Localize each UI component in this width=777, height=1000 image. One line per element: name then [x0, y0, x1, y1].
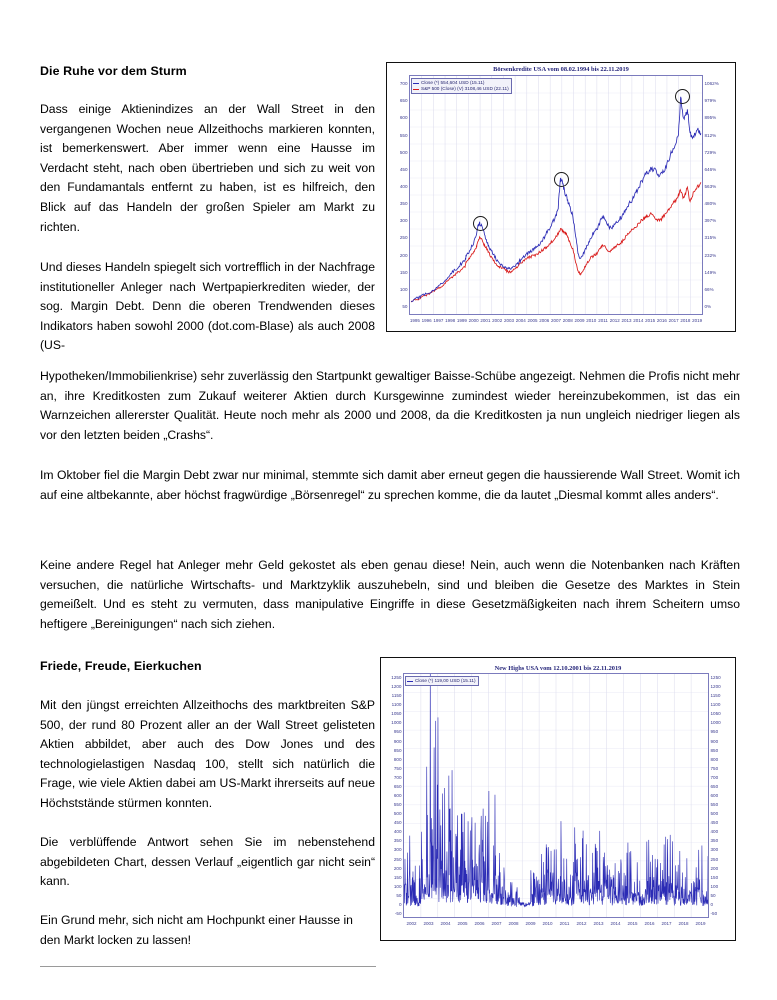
margin-debt-x-tick: 2000 — [468, 318, 479, 323]
new-highs-y-right-tick: 1150 — [710, 693, 721, 699]
new-highs-y-right-tick: 450 — [710, 820, 719, 826]
legend-swatch-blue-icon — [407, 681, 413, 682]
new-highs-y-left-tick: 1000 — [391, 720, 402, 726]
margin-debt-y-right-tick: 149% — [704, 269, 717, 275]
section-heading-1: Die Ruhe vor dem Sturm — [40, 64, 187, 78]
margin-debt-y-left-tick: 200 — [399, 252, 408, 258]
margin-debt-x-tick: 2007 — [550, 318, 562, 323]
new-highs-y-right-tick: 300 — [710, 847, 719, 853]
margin-debt-x-tick: 2012 — [609, 318, 620, 323]
peak-annotation-circle — [554, 172, 569, 187]
margin-debt-y-right-tick: 979% — [704, 98, 717, 104]
new-highs-y-left-tick: 650 — [393, 783, 402, 789]
legend-label-new-highs: Close (*) 119,00 USD (15.11) — [415, 678, 476, 683]
legend-label-margin-debt: Close (*) 554,604 USD (15.11) — [421, 80, 485, 85]
margin-debt-y-left-tick: 300 — [399, 218, 408, 224]
new-highs-y-right-tick: 350 — [710, 838, 719, 844]
new-highs-y-left-tick: 400 — [393, 829, 402, 835]
new-highs-y-left-tick: 850 — [393, 747, 402, 753]
peak-annotation-circle — [675, 89, 690, 104]
margin-debt-x-tick: 1998 — [445, 318, 456, 323]
margin-debt-x-tick: 2005 — [527, 318, 538, 323]
legend-label-sp500: S&P 500 (Close) (V) 3108,46 USD (22.11) — [421, 86, 509, 91]
new-highs-chart-title: New Highs USA vom 12.10.2001 bis 22.11.2019 — [494, 665, 622, 672]
new-highs-y-right-tick: 50 — [710, 892, 716, 898]
margin-debt-plot-area — [409, 75, 703, 315]
paragraph-1-5: Keine andere Regel hat Anleger mehr Geld gekostet als eben genau diese! Nein, auch wenn die Notenbanken nach Kräften versuchen, die natürliche Wirtschafts- und Marktzyklik auszuhebeln, sind und bleiben die Gesetze des Marktes in Stein gemeißelt. Und es steht zu vermuten, dass manipulative Eingriffe in diese Gesetzmäßigkeiten nach ihrem Scheitern umso heftigere „Bereinigungen“ nach sich ziehen. — [40, 558, 740, 631]
new-highs-y-right-tick: 900 — [710, 738, 719, 744]
new-highs-y-left-tick: 1250 — [391, 675, 402, 681]
margin-debt-y-left-tick: 600 — [399, 115, 408, 121]
legend-item-sp500 — [413, 86, 509, 92]
new-highs-y-right-tick: 850 — [710, 747, 719, 753]
margin-debt-x-tick: 2001 — [480, 318, 491, 323]
legend-item-new-highs — [407, 678, 476, 684]
new-highs-y-right-tick: 1100 — [710, 702, 721, 708]
margin-debt-x-tick: 2009 — [574, 318, 585, 323]
new-highs-y-right-tick: 800 — [710, 756, 719, 762]
margin-debt-y-right-tick: 812% — [704, 132, 717, 138]
new-highs-y-left-tick: 100 — [393, 883, 402, 889]
margin-debt-y-left-tick: 50 — [402, 303, 408, 309]
margin-debt-x-tick: 1999 — [456, 318, 467, 323]
margin-debt-y-left-tick: 100 — [399, 286, 408, 292]
margin-debt-y-right-tick: 563% — [704, 183, 717, 189]
new-highs-x-tick: 2004 — [440, 921, 451, 926]
margin-debt-y-left-tick: 250 — [399, 235, 408, 241]
new-highs-y-left-tick: 800 — [393, 756, 402, 762]
margin-debt-gridlines — [410, 76, 702, 314]
margin-debt-x-tick: 2015 — [645, 318, 656, 323]
new-highs-y-left-tick: 50 — [396, 892, 402, 898]
margin-debt-x-tick: 1996 — [421, 318, 432, 323]
margin-debt-x-tick: 2011 — [598, 318, 608, 323]
margin-debt-y-right-tick: 0% — [704, 303, 712, 309]
margin-debt-y-right-tick: 895% — [704, 115, 717, 121]
margin-debt-x-tick: 2016 — [656, 318, 667, 323]
paragraph-1-3: Hypotheken/Immobilienkrise) sehr zuverlässig den Startpunkt gewaltiger Baisse-Schübe angezeigt. Nehmen die Profis nicht mehr an, ihre Kreditkosten zum Zukauf weiterer Aktien durch Kursgewinne zumindest wieder hereinzubekommen, ist das ein Warnzeichen allererster Qualität. Heute noch mehr als 2000 und 2008, da die Kreditkosten ja nun ungleich niedriger liegen als vor den letzten beiden „Crashs“. — [40, 369, 740, 442]
paragraph-2-2: Die verblüffende Antwort sehen Sie im nebenstehend abgebildeten Chart, dessen Verlauf „eigentlich gar nicht sein“ kann. — [40, 835, 375, 889]
new-highs-y-left-tick: 0 — [398, 901, 402, 907]
new-highs-y-right-tick: 500 — [710, 811, 719, 817]
margin-debt-x-tick: 2002 — [492, 318, 503, 323]
new-highs-x-tick: 2012 — [576, 921, 587, 926]
margin-debt-y-left-tick: 350 — [399, 201, 408, 207]
margin-debt-y-left-tick: 700 — [399, 81, 408, 87]
peak-annotation-circle — [473, 216, 488, 231]
new-highs-y-right-tick: 550 — [710, 802, 719, 808]
new-highs-y-right-tick: 700 — [710, 774, 719, 780]
margin-debt-x-tick: 1997 — [433, 318, 444, 323]
new-highs-y-left-tick: 1100 — [391, 702, 402, 708]
new-highs-y-right-tick: 1200 — [710, 684, 721, 690]
margin-debt-x-tick: 2008 — [562, 318, 573, 323]
new-highs-x-tick: 2019 — [695, 921, 706, 926]
new-highs-y-left-tick: 150 — [393, 874, 402, 880]
margin-debt-legend — [411, 78, 512, 94]
margin-debt-x-tick: 2018 — [680, 318, 691, 323]
new-highs-x-tick: 2003 — [423, 921, 434, 926]
section-heading-2: Friede, Freude, Eierkuchen — [40, 659, 202, 673]
new-highs-y-left-tick: 1050 — [391, 711, 402, 717]
new-highs-y-left-tick: 950 — [393, 729, 402, 735]
new-highs-x-tick: 2014 — [610, 921, 621, 926]
new-highs-y-right-tick: 150 — [710, 874, 719, 880]
new-highs-y-left-tick: 250 — [393, 856, 402, 862]
new-highs-y-right-tick: 950 — [710, 729, 719, 735]
new-highs-y-left-tick: 450 — [393, 820, 402, 826]
margin-debt-y-right-tick: 646% — [704, 166, 717, 172]
footer-divider — [40, 966, 376, 967]
new-highs-x-tick: 2013 — [593, 921, 604, 926]
margin-debt-x-tick: 2017 — [668, 318, 679, 323]
new-highs-x-tick: 2009 — [525, 921, 536, 926]
margin-debt-y-right-tick: 397% — [704, 218, 717, 224]
margin-debt-x-tick: 2019 — [692, 318, 703, 323]
legend-swatch-red-icon — [413, 89, 419, 90]
sp500-line — [411, 182, 701, 302]
new-highs-x-tick: 2018 — [678, 921, 689, 926]
margin-debt-chart-title: Börsenkredite USA vom 08.02.1994 bis 22.11.2019 — [493, 66, 629, 73]
new-highs-x-tick: 2002 — [406, 921, 417, 926]
new-highs-y-right-tick: 1000 — [710, 720, 721, 726]
paragraph-1-2: Und dieses Handeln spiegelt sich vortrefflich in der Nachfrage institutioneller Anleger nach Wertpapierkrediten wieder, der sog. Margin Debt. Denn die oberen Trendwenden dieses Indikators haben sowohl 2000 (dot.com-Blase) als auch 2008 (US- — [40, 260, 375, 353]
new-highs-y-left-tick: 1150 — [391, 693, 402, 699]
margin-debt-x-tick: 2004 — [515, 318, 526, 323]
new-highs-x-tick: 2006 — [474, 921, 485, 926]
new-highs-y-right-tick: 650 — [710, 783, 719, 789]
margin-debt-chart — [386, 62, 736, 332]
new-highs-x-tick: 2007 — [491, 921, 502, 926]
margin-debt-y-right-tick: 480% — [704, 201, 717, 207]
new-highs-x-tick: 2005 — [457, 921, 468, 926]
margin-debt-y-left-tick: 400 — [399, 183, 408, 189]
margin-debt-x-tick: 2006 — [539, 318, 550, 323]
new-highs-y-left-tick: 1200 — [391, 684, 402, 690]
new-highs-y-left-tick: 200 — [393, 865, 402, 871]
new-highs-y-right-tick: 250 — [710, 856, 719, 862]
new-highs-plot-area — [403, 673, 709, 918]
new-highs-x-tick: 2016 — [644, 921, 655, 926]
new-highs-y-left-tick: 700 — [393, 774, 402, 780]
new-highs-x-tick: 2010 — [542, 921, 553, 926]
new-highs-x-tick: 2015 — [627, 921, 638, 926]
new-highs-y-right-tick: 400 — [710, 829, 719, 835]
new-highs-y-right-tick: 200 — [710, 865, 719, 871]
margin-debt-y-right-tick: 729% — [704, 149, 717, 155]
new-highs-y-left-tick: 500 — [393, 811, 402, 817]
margin-debt-y-right-tick: 315% — [704, 235, 717, 241]
new-highs-x-tick: 2008 — [508, 921, 519, 926]
paragraph-1-4: Im Oktober fiel die Margin Debt zwar nur minimal, stemmte sich damit aber erneut gegen die haussierende Wall Street. Womit ich auf eine altbekannte, aber höchst fragwürdige „Börsenregel“ zu sprechen komme, die da lautet „Diesmal kommt alles anders“. — [40, 468, 740, 502]
new-highs-y-right-tick: 600 — [710, 793, 719, 798]
new-highs-y-right-tick: 0 — [710, 901, 714, 907]
new-highs-legend — [405, 676, 479, 686]
margin-debt-x-tick: 2014 — [633, 318, 644, 323]
paragraph-2-1: Mit den jüngst erreichten Allzeithochs des marktbreiten S&P 500, der rund 80 Prozent aller an der Wall Street gelisteten Aktien abbildet, aber auch des Dow Jones und des technologielastigen Nasdaq 100, stellt sich natürlich die Frage, wie viele Aktien dabei am US-Markt ihrerseits auf neue Höchststände stürmen konnten. — [40, 698, 375, 810]
margin-debt-y-right-tick: 1062% — [704, 81, 719, 87]
new-highs-y-right-tick: 750 — [710, 765, 719, 771]
new-highs-y-right-tick: 1050 — [710, 711, 721, 717]
margin-debt-x-tick: 2013 — [621, 318, 632, 323]
margin-debt-y-left-tick: 450 — [399, 166, 408, 172]
margin-debt-y-left-tick: 650 — [399, 98, 408, 104]
margin-debt-x-tick: 1995 — [409, 318, 420, 323]
new-highs-y-left-tick: 300 — [393, 847, 402, 853]
legend-swatch-blue-icon — [413, 83, 419, 84]
new-highs-y-left-tick: 600 — [393, 793, 402, 798]
margin-debt-x-tick: 2003 — [503, 318, 514, 323]
margin-debt-y-left-tick: 550 — [399, 132, 408, 138]
margin-debt-y-right-tick: 232% — [704, 252, 717, 258]
paragraph-2-3: Ein Grund mehr, sich nicht am Hochpunkt einer Hausse in den Markt locken zu lassen! — [40, 913, 353, 947]
new-highs-y-left-tick: 550 — [393, 802, 402, 808]
new-highs-chart — [380, 657, 736, 941]
margin-debt-svg — [410, 76, 702, 314]
new-highs-y-right-tick: 1250 — [710, 675, 721, 681]
new-highs-y-left-tick: -50 — [394, 910, 402, 916]
margin-debt-y-right-tick: 66% — [704, 286, 714, 292]
margin-debt-y-left-tick: 500 — [399, 149, 408, 155]
new-highs-y-left-tick: 350 — [393, 838, 402, 844]
margin-debt-line — [411, 97, 701, 302]
new-highs-x-tick: 2011 — [559, 921, 570, 926]
new-highs-y-right-tick: 100 — [710, 883, 719, 889]
paragraph-1-1: Dass einige Aktienindizes an der Wall Street in den vergangenen Wochen neue Allzeithochs markieren konnten, ist bemerkenswert. Aber immer wenn eine Hausse im Verdacht steht, nach oben übertrieben und sich zu weit von den Fundamantals entfernt zu haben, ist es hilfreich, den Blick auf das Handeln der großen Spieler am Markt zu richten. — [40, 102, 375, 234]
new-highs-y-left-tick: 750 — [393, 765, 402, 771]
new-highs-y-left-tick: 900 — [393, 738, 402, 744]
new-highs-x-tick: 2017 — [661, 921, 672, 926]
margin-debt-y-left-tick: 150 — [399, 269, 408, 275]
new-highs-svg — [404, 674, 708, 917]
margin-debt-x-tick: 2010 — [586, 318, 597, 323]
new-highs-y-right-tick: -50 — [710, 910, 718, 916]
